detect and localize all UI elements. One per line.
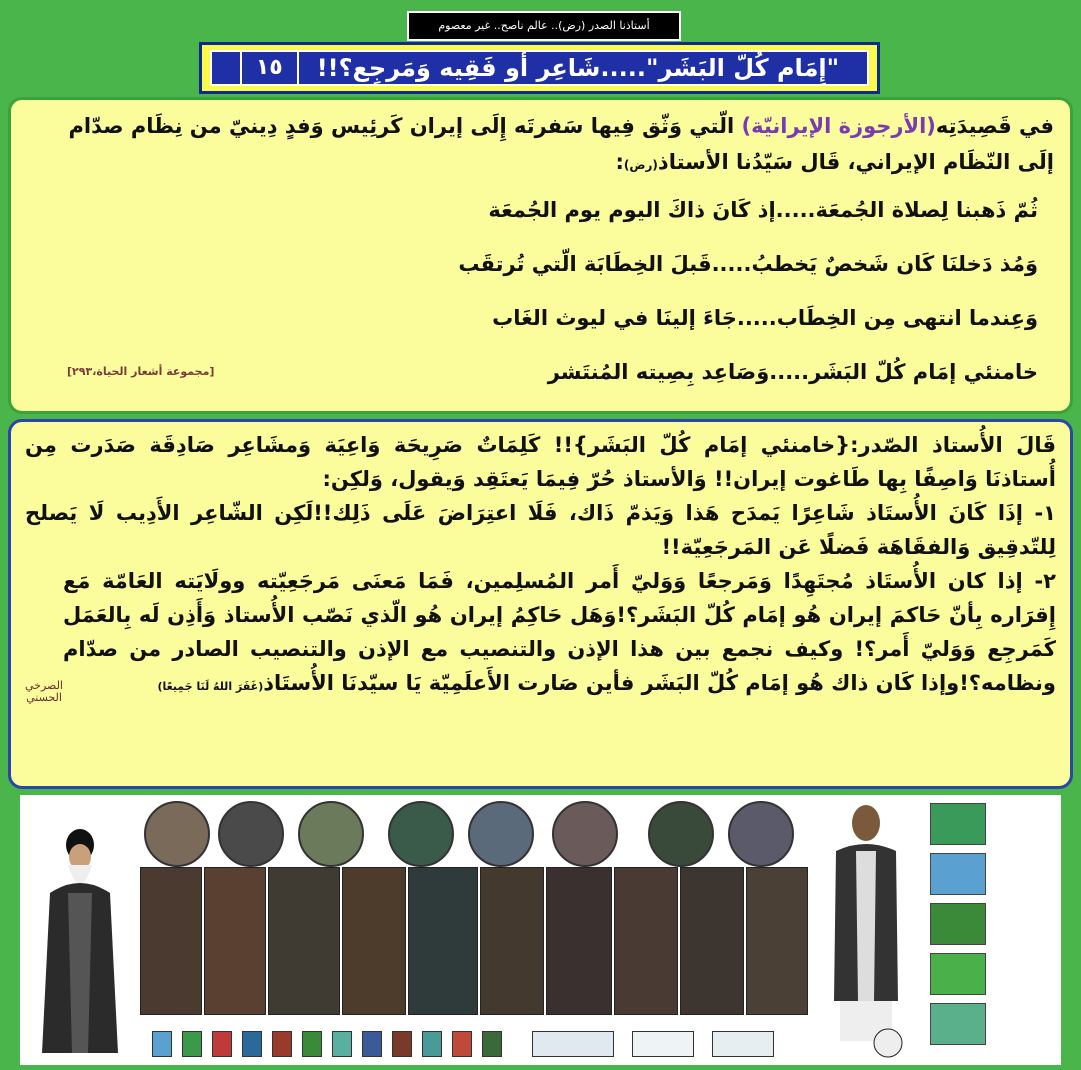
book-cover bbox=[632, 1031, 694, 1057]
portrait-circle bbox=[298, 801, 364, 867]
book-cover bbox=[362, 1031, 382, 1057]
photo bbox=[204, 867, 266, 1015]
page-title: "إِمَام كُلّ البَشَر".....شَاعِر أو فَقِيه وَمَرجِع؟!! bbox=[316, 54, 840, 82]
commentary-panel bbox=[8, 419, 1073, 789]
book-cover bbox=[242, 1031, 262, 1057]
signature-line-1: الصرخي bbox=[25, 679, 63, 692]
verse-4-row bbox=[27, 345, 1054, 399]
source-citation: [مجموعة أشعار الحياة،٢٩٣] bbox=[67, 365, 215, 378]
photo-strip bbox=[140, 867, 806, 1017]
photo bbox=[480, 867, 544, 1015]
photo bbox=[746, 867, 808, 1015]
title-frame bbox=[199, 42, 880, 94]
portrait-circle bbox=[552, 801, 618, 867]
poem-name-highlight: (الأرجوزة الإيرانيّة) bbox=[741, 114, 936, 138]
photo bbox=[408, 867, 478, 1015]
photo bbox=[342, 867, 406, 1015]
book-covers-strip bbox=[152, 1023, 792, 1061]
commentary-paragraph-1: قَالَ الأُستاذ الصّدر:{خامنئي إمَام كُلّ البَشَر}!! كَلِمَاتٌ صَرِيحَة وَاعِيَة وَمشَاعِر صَادِقَة صَدَرت مِن أُستاذنَا وَاصِفًا بِها طَاغوت إيران!! وَالأستاذ حُرّ فِيمَا يَعتَقِد وَيقول، وَلكِن: bbox=[25, 433, 1056, 491]
book-cover bbox=[272, 1031, 292, 1057]
commentary-point-2 bbox=[63, 564, 1056, 704]
photo bbox=[614, 867, 678, 1015]
signature bbox=[25, 680, 63, 704]
commentary-point-1: ١- إذَا كَانَ الأُستَاذ شَاعِرًا يَمدَح هَذا وَيَذمّ ذَاك، فَلَا اعتِرَاضَ عَلَى ذَلِك!!لَكِن الشّاعِر الأَدِيب لَا يَصلح لِلتّدقِيق وَالفقَاهَة فَضلًا عَن المَرجَعِيّة!! bbox=[25, 501, 1056, 559]
photo bbox=[680, 867, 744, 1015]
portrait-circle bbox=[468, 801, 534, 867]
poem-intro bbox=[27, 108, 1054, 183]
portrait-circle bbox=[728, 801, 794, 867]
portrait-circle bbox=[388, 801, 454, 867]
commentary-point-2-row bbox=[25, 564, 1056, 704]
photo bbox=[268, 867, 340, 1015]
book-cover bbox=[152, 1031, 172, 1057]
intro-colon: : bbox=[615, 150, 624, 174]
book-cover bbox=[422, 1031, 442, 1057]
portrait-circle bbox=[648, 801, 714, 867]
signature-line-2: الحسني bbox=[26, 691, 62, 704]
book-cover bbox=[930, 953, 986, 995]
verse-2: وَمُذ دَخلنَا كَان شَخصٌ يَخطبُ.....قَبلَ الخِطَابَة الّتي تُرتقَب bbox=[458, 252, 1038, 276]
man-figure-image bbox=[818, 801, 914, 1059]
book-cover bbox=[930, 1003, 986, 1045]
poem-panel bbox=[8, 97, 1073, 414]
book-cover bbox=[930, 853, 986, 895]
photo bbox=[546, 867, 612, 1015]
book-cover bbox=[302, 1031, 322, 1057]
book-cover bbox=[532, 1031, 614, 1057]
book-cover bbox=[392, 1031, 412, 1057]
book-cover bbox=[452, 1031, 472, 1057]
intro-text-a: في قَصِيدَتِه bbox=[935, 114, 1054, 138]
book-cover bbox=[712, 1031, 774, 1057]
cleric-figure-image bbox=[28, 823, 128, 1061]
book-cover bbox=[930, 903, 986, 945]
book-cover bbox=[182, 1031, 202, 1057]
episode-number: ١٥ bbox=[240, 50, 299, 86]
title-bar bbox=[210, 50, 869, 86]
intro-honorific: (رض) bbox=[623, 158, 658, 172]
book-cover bbox=[212, 1031, 232, 1057]
verse-3: وَعِندما انتهى مِن الخِطَاب.....جَاءَ إلينَا في ليوث الغَاب bbox=[492, 306, 1038, 330]
book-cover bbox=[930, 803, 986, 845]
portrait-circle bbox=[218, 801, 284, 867]
book-covers-column bbox=[930, 803, 988, 1055]
intro-text-b: الّتي وَثّق فِيها سَفرتَه إِلَى إيران كَرئِيس وَفدٍ دِينيّ من نِظَام صدّام إلَى النّظَام الإيراني، قَال سَيّدُنا الأستاذ bbox=[68, 114, 1054, 174]
point-2-text: ٢- إذا كان الأُستَاذ مُجتَهِدًا وَمَرجعًا وَوَليّ أَمر المُسلِمين، فَمَا مَعنَى مَرجَعِيّته وولَايَته العَامّة مَع إِقرَاره بِأنّ حَاكمَ إيران هُو إمَام كُلّ البَشَر؟!وَهَل حَاكِمُ إيران هُو الّذي نَصّب الأُستاذ وَأَذِن لَه بِالعَمَل كَمَرجِع وَوَليّ أَمر؟! وكيف نجمع بين هذا الإذن والتنصيب مع الإذن والتنصيب الصادر من صدّام ونظامه؟!وإذا كَان ذاك هُو إمَام كُلّ البَشَر فأين صَارت الأَعلَمِيّة يَا سيّدنَا الأُستَاذ bbox=[62, 569, 1056, 695]
portrait-circles bbox=[140, 801, 800, 867]
verse-1: ثُمّ ذَهبنا لِصلاة الجُمعَة.....إذ كَانَ ذاكَ اليوم يوم الجُمعَة bbox=[488, 198, 1038, 222]
verse-4: خامنئي إمَام كُلّ البَشَر.....وَصَاعِد بِصِيته المُنتَشر bbox=[547, 360, 1038, 384]
book-cover bbox=[482, 1031, 502, 1057]
photo-collage bbox=[20, 795, 1061, 1065]
book-cover bbox=[332, 1031, 352, 1057]
photo bbox=[140, 867, 202, 1015]
point-2-prayer: (غَفَرَ اللهُ لَنَا جَمِيعًا) bbox=[157, 680, 264, 693]
portrait-circle bbox=[144, 801, 210, 867]
top-banner: أستاذنا الصدر (رض).. عالم ناصح.. غير معصوم bbox=[407, 11, 681, 41]
